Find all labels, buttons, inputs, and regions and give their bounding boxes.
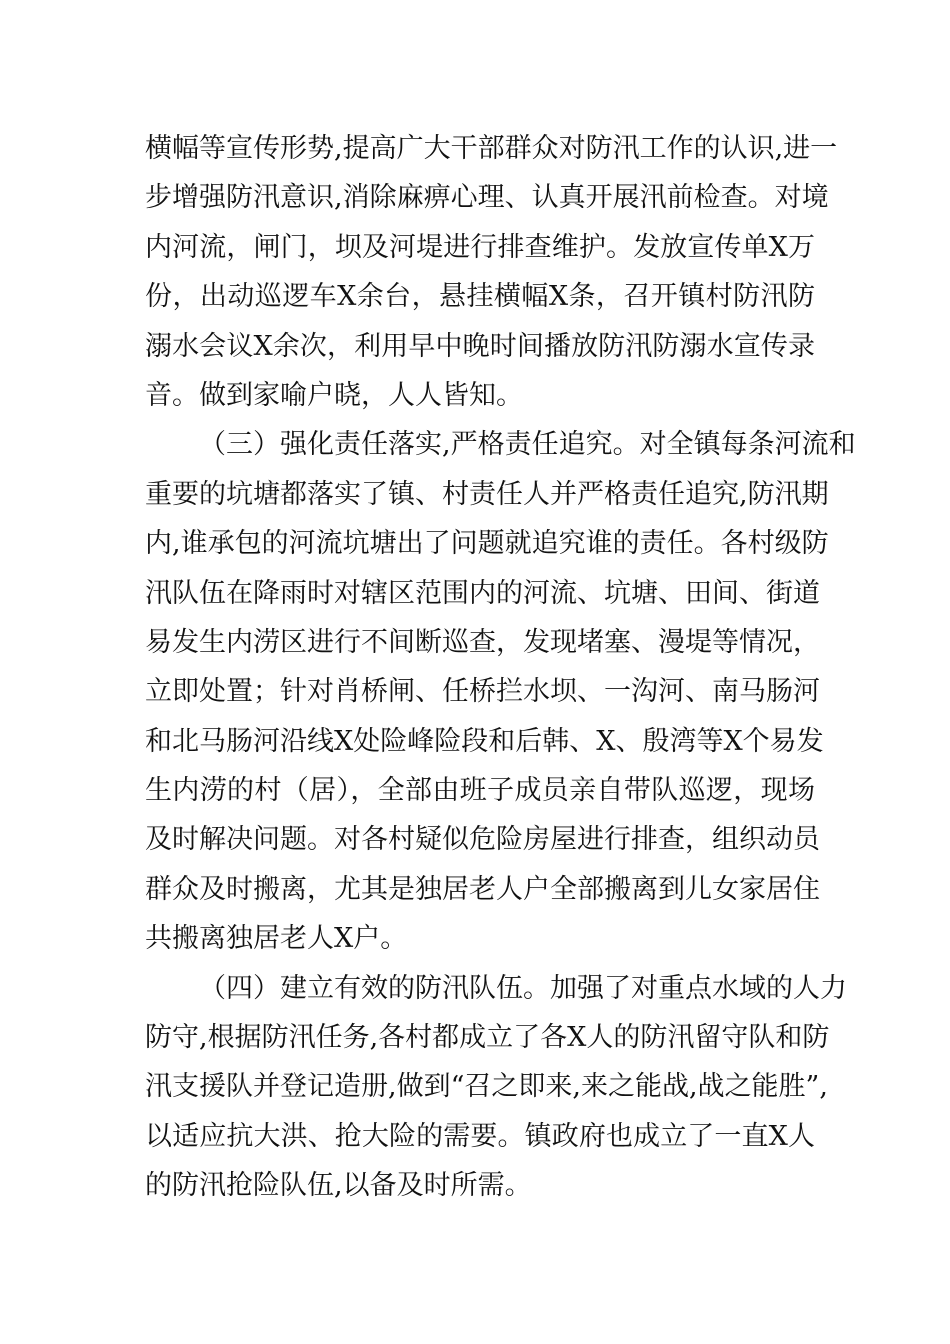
text-line: 汛队伍在降雨时对辖区范围内的河流、坑塘、田间、街道 xyxy=(145,577,820,609)
text-line: 共搬离独居老人X户。 xyxy=(145,923,408,955)
text-line: 生内涝的村（居），全部由班子成员亲自带队巡逻，现场 xyxy=(145,775,815,807)
text-line: 的防汛抢险队伍,以备及时所需。 xyxy=(145,1170,532,1202)
text-line: 和北马肠河沿线X处险峰险段和后韩、X、殷湾等X个易发 xyxy=(145,725,824,757)
text-line: 群众及时搬离，尤其是独居老人户全部搬离到儿女家居住 xyxy=(145,873,820,905)
text-line: 内,谁承包的河流坑塘出了问题就追究谁的责任。各村级防 xyxy=(145,528,829,560)
paragraph-heading-line: （三）强化责任落实,严格责任追究。对全镇每条河流和 xyxy=(199,429,856,461)
text-line: 内河流，闸门，坝及河堤进行排查维护。发放宣传单X万 xyxy=(145,231,815,263)
text-line: 份，出动巡逻车X余台，悬挂横幅X条，召开镇村防汛防 xyxy=(145,281,815,313)
text-line: 立即处置；针对肖桥闸、任桥拦水坝、一沟河、南马肠河 xyxy=(145,676,820,708)
text-line: 易发生内涝区进行不间断巡查，发现堵塞、漫堤等情况， xyxy=(145,626,820,658)
text-line: 溺水会议X余次，利用早中晚时间播放防汛防溺水宣传录 xyxy=(145,330,815,362)
paragraph-heading-line: （四）建立有效的防汛队伍。加强了对重点水域的人力 xyxy=(199,972,847,1004)
text-line: 横幅等宣传形势,提高广大干部群众对防汛工作的认识,进一 xyxy=(145,133,838,164)
text-line: 汛支援队并登记造册,做到“召之即来,来之能战,战之能胜”, xyxy=(145,1071,828,1103)
text-line: 防守,根据防汛任务,各村都成立了各X人的防汛留守队和防 xyxy=(145,1022,830,1054)
text-line: 重要的坑塘都落实了镇、村责任人并严格责任追究,防汛期 xyxy=(145,478,829,510)
body-text xyxy=(145,124,856,1211)
text-line: 音。做到家喻户晓，人人皆知。 xyxy=(145,379,523,411)
text-line: 以适应抗大洪、抢大险的需要。镇政府也成立了一直X人 xyxy=(145,1120,815,1152)
text-line: 及时解决问题。对各村疑似危险房屋进行排查，组织动员 xyxy=(145,824,820,856)
text-line: 步增强防汛意识,消除麻痹心理、认真开展汛前检查。对境 xyxy=(145,182,829,214)
